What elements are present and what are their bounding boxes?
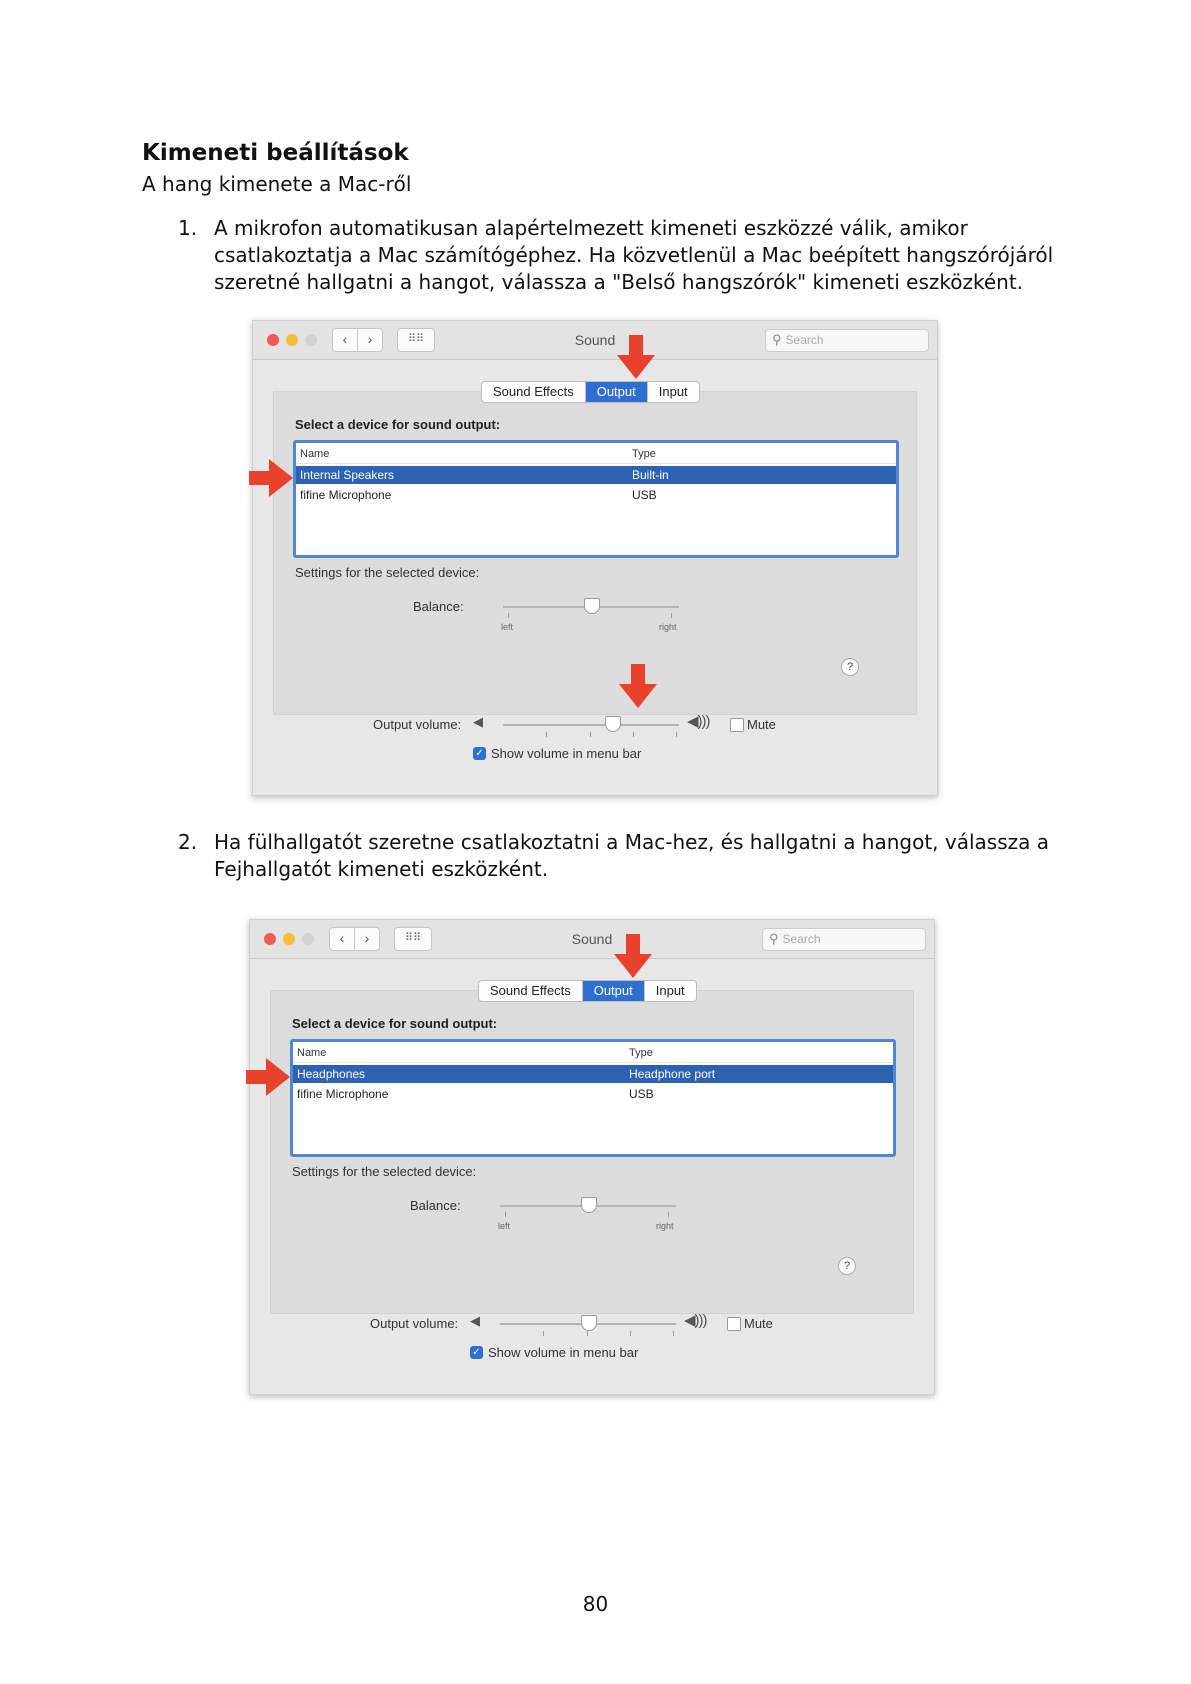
settings-label: Settings for the selected device: bbox=[292, 1164, 477, 1179]
device-type: Headphone port bbox=[629, 1067, 716, 1081]
help-button[interactable]: ? bbox=[841, 658, 859, 676]
column-name[interactable]: Name bbox=[300, 448, 330, 460]
balance-tick-right bbox=[671, 613, 672, 618]
balance-left-label: left bbox=[501, 622, 514, 632]
section-label: Select a device for sound output: bbox=[292, 1016, 498, 1031]
sound-preferences-window-2 bbox=[249, 919, 935, 1395]
balance-label: Balance: bbox=[410, 1198, 461, 1213]
search-input[interactable] bbox=[765, 329, 929, 352]
speaker-high-icon: ◀))) bbox=[684, 1312, 707, 1329]
device-name: fifine Microphone bbox=[300, 488, 392, 502]
speaker-low-icon: ◀ bbox=[470, 1313, 480, 1328]
balance-right-label: right bbox=[659, 622, 677, 632]
arrow-down-icon bbox=[614, 934, 652, 978]
chevron-right-icon: › bbox=[367, 331, 373, 347]
tab-input[interactable]: Input bbox=[655, 983, 685, 998]
balance-right-label: right bbox=[656, 1221, 674, 1231]
tab-bar bbox=[478, 980, 697, 1002]
output-volume-knob[interactable] bbox=[581, 1315, 597, 1331]
search-icon: ⚲ bbox=[769, 931, 779, 946]
tab-bar bbox=[481, 381, 700, 403]
step-number: 2. bbox=[178, 830, 198, 854]
device-name: fifine Microphone bbox=[297, 1087, 389, 1101]
step-number: 1. bbox=[178, 216, 198, 240]
arrow-down-icon bbox=[617, 335, 655, 379]
output-volume-label: Output volume: bbox=[373, 717, 462, 732]
section-label: Select a device for sound output: bbox=[295, 417, 501, 432]
device-name: Internal Speakers bbox=[300, 468, 395, 482]
device-row[interactable] bbox=[296, 466, 896, 484]
tab-sound-effects[interactable]: Sound Effects bbox=[482, 382, 586, 402]
device-row[interactable] bbox=[296, 486, 896, 504]
column-type[interactable]: Type bbox=[632, 448, 656, 460]
device-list[interactable] bbox=[293, 440, 899, 558]
output-volume-label: Output volume: bbox=[370, 1316, 459, 1331]
speaker-low-icon: ◀ bbox=[473, 714, 483, 729]
grid-icon: ⠿⠿ bbox=[407, 333, 425, 345]
balance-slider-knob[interactable] bbox=[581, 1197, 597, 1213]
device-type: USB bbox=[629, 1087, 654, 1101]
device-list[interactable] bbox=[290, 1039, 896, 1157]
step-text: A mikrofon automatikusan alapértelmezett kimeneti eszközzé válik, amikor csatlakoztatja a Mac számítógéphez. Ha közvetlenül a Mac beépített hangszórójáról szeretné hallgatni a hangot, válassza a "Belső hangszórók" kimeneti eszközként. bbox=[214, 216, 1054, 294]
arrow-right-icon bbox=[249, 459, 293, 497]
volume-tick bbox=[633, 732, 634, 737]
volume-tick bbox=[673, 1331, 674, 1336]
search-placeholder: Search bbox=[782, 932, 821, 946]
window-title: Sound bbox=[574, 332, 616, 348]
device-list-header bbox=[293, 1044, 893, 1063]
volume-tick bbox=[676, 732, 677, 737]
arrow-right-icon bbox=[246, 1058, 290, 1096]
show-volume-checkbox[interactable] bbox=[470, 1346, 483, 1359]
volume-tick bbox=[630, 1331, 631, 1336]
volume-tick bbox=[543, 1331, 544, 1336]
step-text: Ha fülhallgatót szeretne csatlakoztatni a Mac-hez, és hallgatni a hangot, válassza a Fejhallgatót kimeneti eszközként. bbox=[214, 830, 1050, 881]
device-list-header bbox=[296, 445, 896, 464]
balance-tick-left bbox=[505, 1212, 506, 1217]
title-bar bbox=[250, 920, 934, 959]
search-icon: ⚲ bbox=[772, 332, 782, 347]
show-volume-label: Show volume in menu bar bbox=[491, 746, 642, 761]
show-volume-checkbox[interactable] bbox=[473, 747, 486, 760]
balance-tick-right bbox=[668, 1212, 669, 1217]
tab-output[interactable]: Output bbox=[583, 981, 645, 1001]
device-row[interactable] bbox=[293, 1065, 893, 1083]
mute-checkbox[interactable] bbox=[727, 1317, 741, 1331]
balance-left-label: left bbox=[498, 1221, 511, 1231]
page-heading: Kimeneti beállítások bbox=[142, 140, 409, 166]
checkmark-icon: ✓ bbox=[472, 1347, 481, 1358]
balance-tick-left bbox=[508, 613, 509, 618]
chevron-left-icon: ‹ bbox=[342, 331, 348, 347]
mute-label: Mute bbox=[747, 717, 776, 732]
window-title: Sound bbox=[571, 931, 613, 947]
page-number: 80 bbox=[582, 1592, 609, 1616]
volume-tick bbox=[590, 732, 591, 737]
volume-tick bbox=[587, 1331, 588, 1336]
device-name: Headphones bbox=[297, 1067, 366, 1081]
output-volume-slider[interactable] bbox=[503, 724, 679, 726]
title-bar bbox=[253, 321, 937, 360]
tab-output[interactable]: Output bbox=[586, 382, 648, 402]
chevron-left-icon: ‹ bbox=[339, 930, 345, 946]
speaker-high-icon: ◀))) bbox=[687, 713, 710, 730]
volume-tick bbox=[546, 732, 547, 737]
tab-sound-effects[interactable]: Sound Effects bbox=[479, 981, 583, 1001]
search-placeholder: Search bbox=[785, 333, 824, 347]
output-volume-knob[interactable] bbox=[605, 716, 621, 732]
device-row[interactable] bbox=[293, 1085, 893, 1103]
settings-label: Settings for the selected device: bbox=[295, 565, 480, 580]
arrow-down-icon bbox=[619, 664, 657, 708]
balance-label: Balance: bbox=[413, 599, 464, 614]
device-type: USB bbox=[632, 488, 657, 502]
column-type[interactable]: Type bbox=[629, 1047, 653, 1059]
mute-checkbox[interactable] bbox=[730, 718, 744, 732]
chevron-right-icon: › bbox=[364, 930, 370, 946]
show-volume-label: Show volume in menu bar bbox=[488, 1345, 639, 1360]
search-input[interactable] bbox=[762, 928, 926, 951]
sound-preferences-window-1 bbox=[252, 320, 938, 796]
device-type: Built-in bbox=[632, 468, 669, 482]
grid-icon: ⠿⠿ bbox=[404, 932, 422, 944]
checkmark-icon: ✓ bbox=[475, 748, 484, 759]
column-name[interactable]: Name bbox=[297, 1047, 327, 1059]
tab-input[interactable]: Input bbox=[658, 384, 688, 399]
balance-slider-knob[interactable] bbox=[584, 598, 600, 614]
help-button[interactable]: ? bbox=[838, 1257, 856, 1275]
page-subheading: A hang kimenete a Mac-ről bbox=[142, 172, 412, 196]
mute-label: Mute bbox=[744, 1316, 773, 1331]
